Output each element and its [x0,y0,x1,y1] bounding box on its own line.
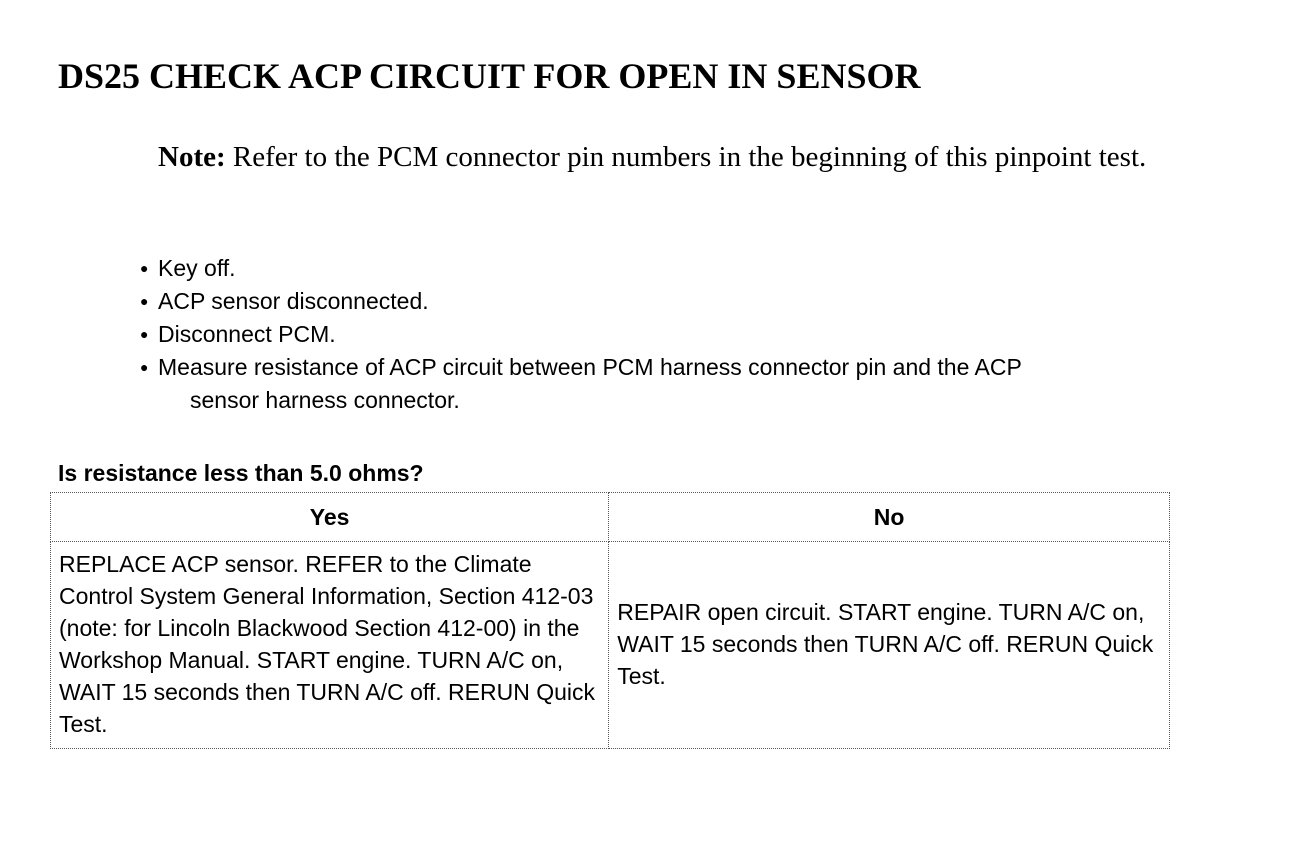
note-paragraph [158,138,1258,176]
step-list [140,252,1240,417]
no-action-cell: REPAIR open circuit. START engine. TURN A/C on, WAIT 15 seconds then TURN A/C off. RERUN Quick Test. [609,542,1170,749]
yes-column-header: Yes [51,493,609,542]
bullet-icon: ● [140,326,149,342]
step-text-continuation: sensor harness connector. [190,387,460,413]
no-column-header: No [609,493,1170,542]
result-table [50,492,1170,749]
yes-action-cell: REPLACE ACP sensor. REFER to the Climate Control System General Information, Section 412-03 (note: for Lincoln Blackwood Section 412-00) in the Workshop Manual. START engine. TURN A/C on, WAIT 15 seconds then TURN A/C off. RERUN Quick Test. [51,542,609,749]
table-header-row [51,493,1170,542]
step-text: Key off. [158,255,236,281]
step-text: Disconnect PCM. [158,321,336,347]
table-row [51,542,1170,749]
step-item [140,351,1240,417]
page-title: DS25 CHECK ACP CIRCUIT FOR OPEN IN SENSOR [58,56,921,96]
bullet-icon: ● [140,293,149,309]
step-text: ACP sensor disconnected. [158,288,429,314]
step-item [140,285,1240,318]
question-heading: Is resistance less than 5.0 ohms? [58,460,424,486]
note-label: Note: [158,141,226,173]
bullet-icon: ● [140,359,149,375]
bullet-icon: ● [140,260,149,276]
note-text: Refer to the PCM connector pin numbers in the beginning of this pinpoint test. [225,141,1147,173]
step-text: Measure resistance of ACP circuit between PCM harness connector pin and the ACP [158,354,1022,380]
step-item [140,252,1240,285]
step-item [140,318,1240,351]
